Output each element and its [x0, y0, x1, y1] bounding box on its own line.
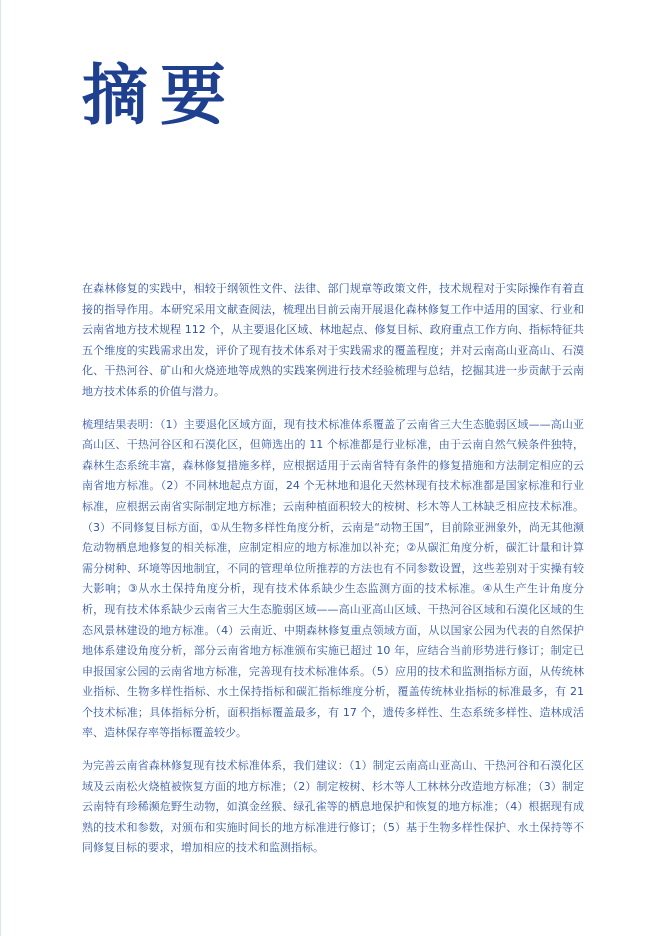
abstract-body	[82, 279, 584, 871]
abstract-paragraph-recommendations: 为完善云南省森林修复现有技术标准体系，我们建议：（1）制定云南高山亚高山、干热河谷和石漠化区域及云南松火烧植被恢复方面的地方标准；（2）制定桉树、杉木等人工林林分改造地方标准；（3）制定云南特有珍稀濒危野生动物，如滇金丝猴、绿孔雀等的栖息地保护和恢复的地方标准；（4）根据现有成熟的技术和参数，对颁布和实施时间长的地方标准进行修订；（5）基于生物多样性保护、水土保持等不同修复目标的要求，增加相应的技术和监测指标。	[82, 759, 584, 855]
abstract-paragraph-intro: 在森林修复的实践中，相较于纲领性文件、法律、部门规章等政策文件，技术规程对于实际操作有着直接的指导作用。本研究采用文献查阅法，梳理出目前云南开展退化森林修复工作中适用的国家、行业和云南省地方技术规程 112 个，从主要退化区域、林地起点、修复目标、政府重点工作方向、指标特征共五个维度的实践需求出发，评价了现有技术体系对于实践需求的覆盖程度；并对云南高山亚高山、石漠化、干热河谷、矿山和火烧迹地等成熟的实践案例进行技术经验梳理与总结，挖掘其进一步贡献于云南地方技术体系的价值与潜力。	[82, 282, 584, 398]
page-title: 摘要	[82, 57, 238, 134]
abstract-paragraph-results: 梳理结果表明：（1）主要退化区域方面，现有技术标准体系覆盖了云南省三大生态脆弱区域——高山亚高山区、干热河谷区和石漠化区，但筛选出的 11 个标准都是行业标准，由于云南自然气候条件独特，森林生态系统丰富，森林修复措施多样，应根据适用于云南省特有条件的修复措施和方法制定相应的云南省地方标准。（2）不同林地起点方面，24 个无林地和退化天然林现有技术标准都是国家标准和行业标准，应根据云南省实际制定地方标准；云南种植面积较大的桉树、杉木等人工林缺乏相应技术标准。（3）不同修复目标方面，①从生物多样性角度分析，云南是“动物王国”，目前除亚洲象外，尚无其他濒危动物栖息地修复的相关标准，应制定相应的地方标准加以补充；②从碳汇角度分析，碳汇计量和计算需分树种、环境等因地制宜，不同的管理单位所推荐的方法也有不同参数设置，这些差别对于实操有较大影响；③从水土保持角度分析，现有技术体系缺少生态监测方面的技术标准。④从生产生计角度分析，现有技术体系缺少云南省三大生态脆弱区域——高山亚高山区域、干热河谷区域和石漠化区域的生态风景林建设的地方标准。（4）云南近、中期森林修复重点领域方面，从以国家公园为代表的自然保护地体系建设角度分析，部分云南省地方标准颁布实施已超过 10 年，应结合当前形势进行修订；制定已申报国家公园的云南省地方标准，完善现有技术标准体系。（5）应用的技术和监测指标方面，从传统林业指标、生物多样性指标、水土保持指标和碳汇指标维度分析，覆盖传统林业指标的标准最多，有 21 个技术标准；具体指标分析，面积指标覆盖最多，有 17 个，遗传多样性、生态系统多样性、造林成活率、造林保存率等指标覆盖较少。	[82, 417, 584, 740]
page-edge-divider	[0, 0, 1, 936]
